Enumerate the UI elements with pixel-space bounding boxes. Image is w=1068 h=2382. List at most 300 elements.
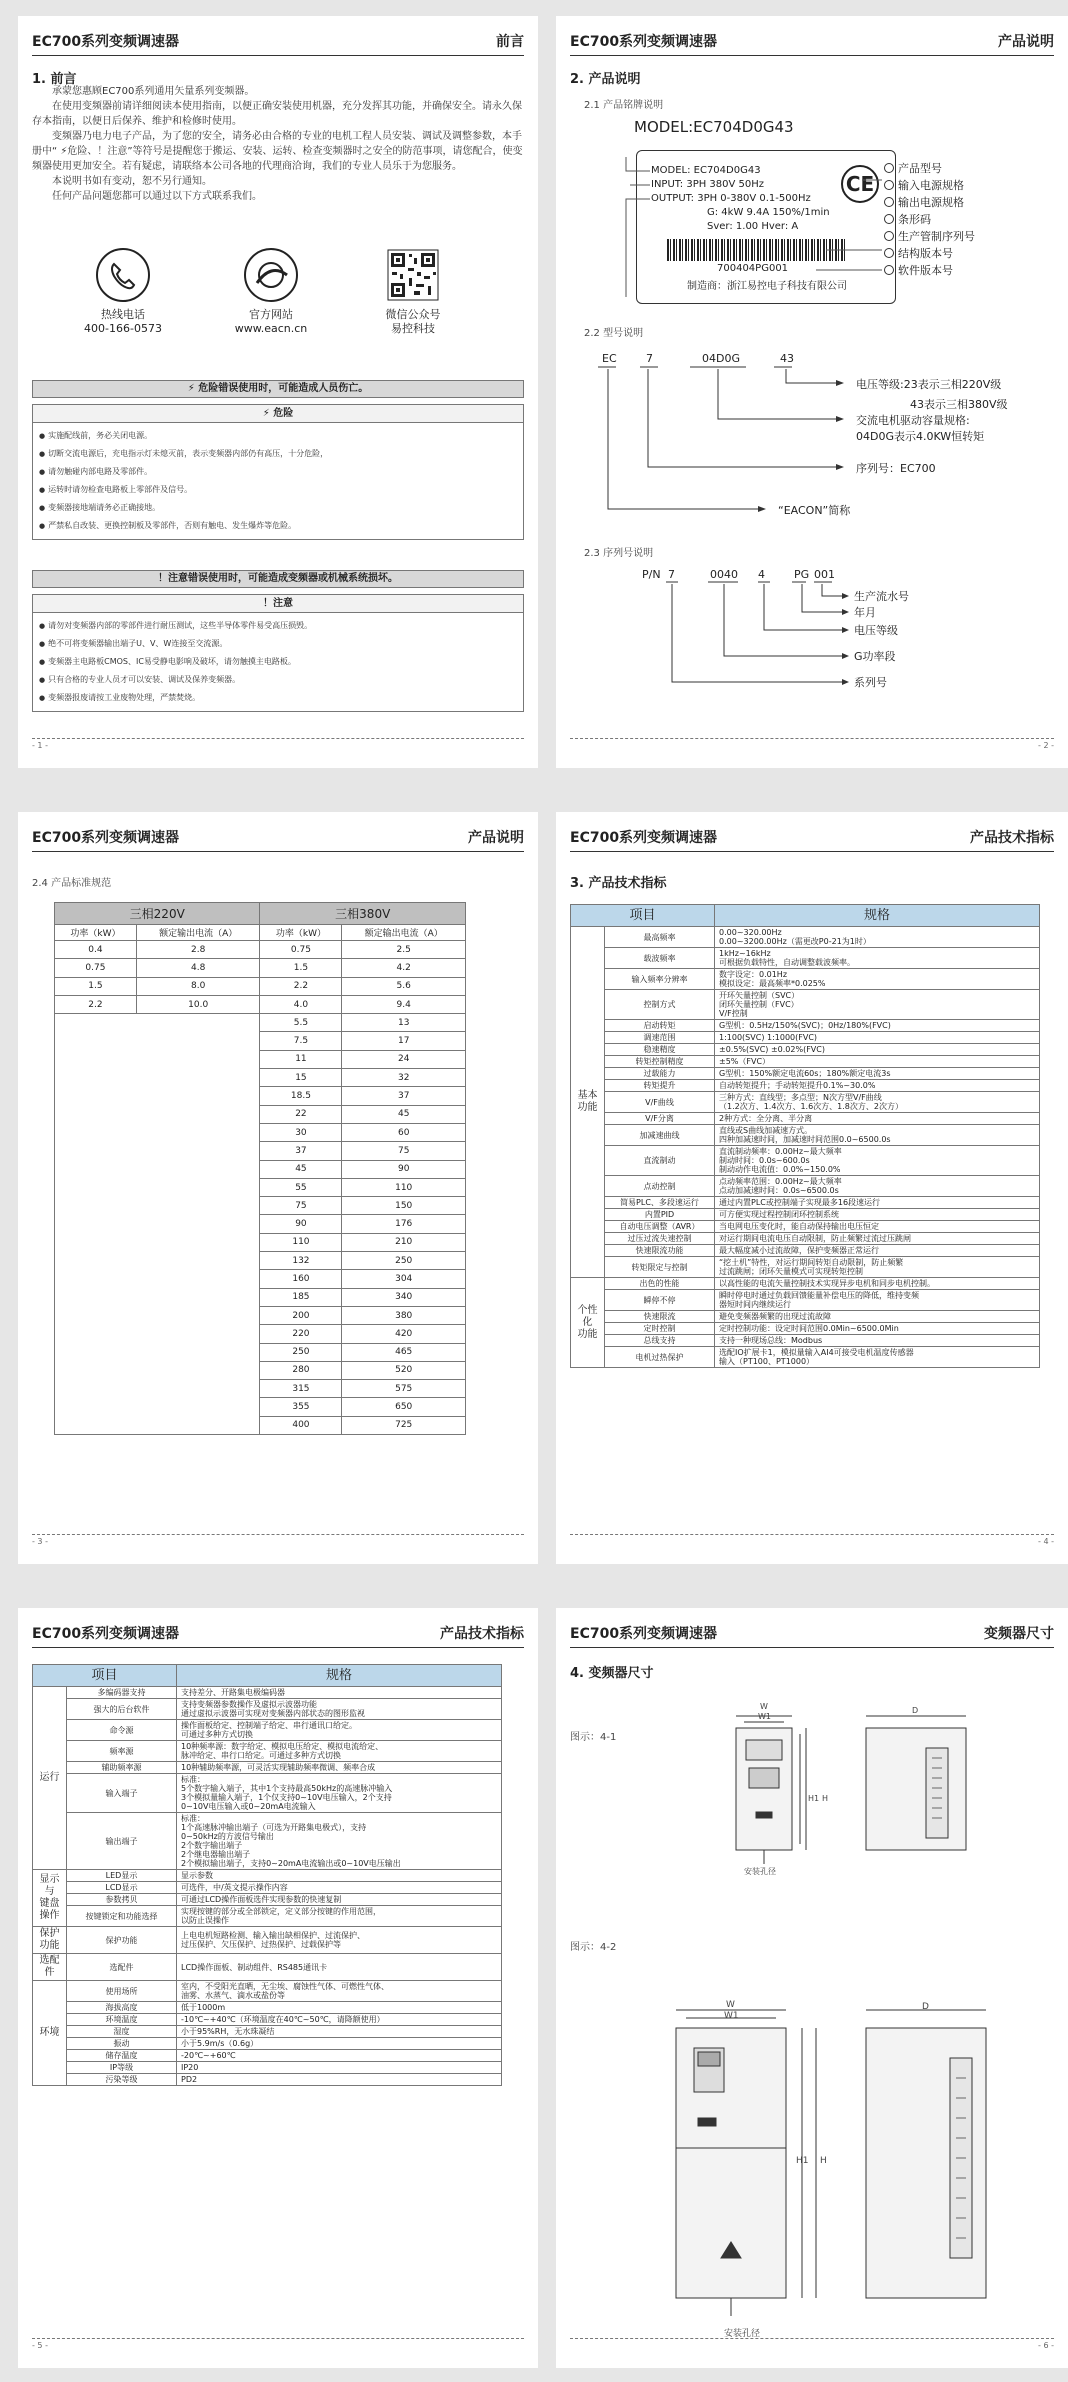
subsection-heading: 2.2 型号说明 bbox=[584, 328, 644, 339]
section-title: 产品技术指标 bbox=[970, 830, 1054, 846]
page-2 bbox=[556, 16, 1068, 768]
item-name-cell: 辅助频率源 bbox=[67, 1762, 177, 1774]
item-name-cell: 过压过流失速控制 bbox=[605, 1233, 715, 1245]
page-header bbox=[32, 32, 524, 56]
table-row bbox=[33, 1894, 502, 1906]
item-name-cell: 总线支持 bbox=[605, 1335, 715, 1347]
table-empty-cell bbox=[55, 1014, 260, 1435]
table-row bbox=[571, 1323, 1040, 1335]
item-name-cell: 污染等级 bbox=[67, 2074, 177, 2086]
contact-label: 热线电话 bbox=[101, 308, 145, 321]
nameplate-line: MODEL: EC704D0G43 bbox=[651, 165, 761, 176]
item-name-cell: 自动电压调整（AVR） bbox=[605, 1221, 715, 1233]
dim-W: W bbox=[726, 2000, 735, 2010]
phone-icon bbox=[94, 246, 152, 304]
doc-title: EC700系列变频调速器 bbox=[32, 830, 180, 846]
spec-value-cell: 当电网电压变化时，能自动保持输出电压恒定 bbox=[715, 1221, 1040, 1233]
table-row bbox=[33, 2026, 502, 2038]
table-row bbox=[571, 1113, 1040, 1125]
table-cell: 725 bbox=[342, 1416, 466, 1434]
serial-desc: 生产流水号 bbox=[854, 590, 909, 603]
spec-value-cell: 支持差分、开路集电极编码器 bbox=[177, 1687, 502, 1699]
table-cell: 45 bbox=[260, 1160, 342, 1178]
figure-caption: 图示：4-1 bbox=[570, 1732, 617, 1743]
spec-value-cell: 自动转矩提升；手动转矩提升0.1%~30.0% bbox=[715, 1080, 1040, 1092]
spec-value-cell: 10种频率源：数字给定、模拟电压给定、模拟电流给定、 脉冲给定、串行口给定。可通过多种方式切换 bbox=[177, 1741, 502, 1762]
drive-front-view-small bbox=[716, 1708, 836, 1878]
table-row bbox=[33, 1762, 502, 1774]
nameplate-line: OUTPUT: 3PH 0-380V 0.1-500Hz bbox=[651, 193, 811, 204]
table-cell: 13 bbox=[342, 1014, 466, 1032]
page-1 bbox=[18, 16, 538, 768]
table-cell: 650 bbox=[342, 1398, 466, 1416]
table-cell: 10.0 bbox=[136, 995, 260, 1013]
item-name-cell: 多编码器支持 bbox=[67, 1687, 177, 1699]
spec-value-cell: “挖土机”特性，对运行期间转矩自动限制，防止频繁 过流跳闸；闭环矢量模式可实现转矩控制 bbox=[715, 1257, 1040, 1278]
table-cell: 315 bbox=[260, 1380, 342, 1398]
table-cell: 32 bbox=[342, 1069, 466, 1087]
table-row bbox=[33, 1813, 502, 1870]
page-number: - 1 - bbox=[32, 741, 48, 750]
spec-value-cell: 小于95%RH，无水珠凝结 bbox=[177, 2026, 502, 2038]
doc-title: EC700系列变频调速器 bbox=[570, 830, 718, 846]
spec-value-cell: 三种方式：直线型；多点型；N次方型V/F曲线 （1.2次方、1.4次方、1.6次方、1.8次方、2次方） bbox=[715, 1092, 1040, 1113]
table-row bbox=[55, 1014, 466, 1032]
spec-value-cell: 小于5.9m/s（0.6g） bbox=[177, 2038, 502, 2050]
table-cell: 15 bbox=[260, 1069, 342, 1087]
item-name-cell: 输入端子 bbox=[67, 1774, 177, 1813]
page-footer bbox=[32, 2338, 524, 2352]
caution-item: ● 绝不可将变频器输出端子U、V、W连接至交流源。 bbox=[39, 635, 517, 653]
contact-wechat bbox=[358, 246, 468, 336]
page-3 bbox=[18, 812, 538, 1564]
spec-value-cell: 可通过LCD操作面板选件实现参数的快速复制 bbox=[177, 1894, 502, 1906]
spec-value-cell: 可选件，中/英文提示操作内容 bbox=[177, 1882, 502, 1894]
rating-table bbox=[54, 902, 466, 1435]
table-row bbox=[33, 1906, 502, 1927]
section-title: 变频器尺寸 bbox=[984, 1626, 1054, 1642]
table-cell: 0.75 bbox=[55, 959, 137, 977]
spec-value-cell: 可方便实现过程控制闭环控制系统 bbox=[715, 1209, 1040, 1221]
section-heading: 3. 产品技术指标 bbox=[570, 876, 667, 891]
table-row bbox=[33, 2050, 502, 2062]
dim-H: H bbox=[820, 2156, 827, 2166]
table-row bbox=[33, 1699, 502, 1720]
danger-item: ● 变频器接地端请务必正确接地。 bbox=[39, 499, 517, 517]
spec-value-cell: 上电电机短路检测、输入输出缺相保护、过流保护、 过压保护、欠压保护、过热保护、过载保护等 bbox=[177, 1927, 502, 1954]
table-row bbox=[571, 1056, 1040, 1068]
doc-title: EC700系列变频调速器 bbox=[32, 34, 180, 50]
table-row bbox=[571, 1080, 1040, 1092]
table-row bbox=[571, 1146, 1040, 1176]
caution-item: ● 变频器报废请按工业废物处理，严禁焚烧。 bbox=[39, 689, 517, 707]
spec-value-cell: 对运行期间电流电压自动限制，防止频繁过流过压跳闸 bbox=[715, 1233, 1040, 1245]
nameplate-maker: 制造商：浙江易控电子科技有限公司 bbox=[687, 281, 847, 292]
page-number: - 2 - bbox=[1038, 741, 1054, 750]
caution-item: ● 变频器主电路板CMOS、IC易受静电影响及破坏，请勿触摸主电路板。 bbox=[39, 653, 517, 671]
table-cell: 0.4 bbox=[55, 941, 137, 959]
spec-value-cell: 点动频率范围：0.00Hz~最大频率 点动加减速时间：0.0s~6500.0s bbox=[715, 1176, 1040, 1197]
type-diagram-lines bbox=[596, 364, 856, 524]
spec-value-cell: 显示参数 bbox=[177, 1870, 502, 1882]
page-number: - 6 - bbox=[1038, 2341, 1054, 2350]
serial-desc: 系列号 bbox=[854, 676, 887, 689]
table-cell: 0.75 bbox=[260, 941, 342, 959]
page-footer bbox=[570, 738, 1054, 752]
table-cell: 250 bbox=[260, 1343, 342, 1361]
spec-value-cell: 避免变频器频繁的出现过流故障 bbox=[715, 1311, 1040, 1323]
type-part: 04D0G bbox=[702, 352, 740, 365]
item-name-cell: 出色的性能 bbox=[605, 1278, 715, 1290]
page-number: - 4 - bbox=[1038, 1537, 1054, 1546]
table-cell: 2.2 bbox=[260, 977, 342, 995]
item-name-cell: 储存温度 bbox=[67, 2050, 177, 2062]
table-row bbox=[571, 1347, 1040, 1368]
figure-caption: 图示：4-2 bbox=[570, 1942, 617, 1953]
column-header: 功率（kW） bbox=[260, 925, 342, 941]
table-cell: 37 bbox=[342, 1087, 466, 1105]
item-name-cell: 快速限流功能 bbox=[605, 1245, 715, 1257]
section-title: 产品说明 bbox=[468, 830, 524, 846]
serial-desc: 电压等级 bbox=[854, 624, 898, 637]
spec-value-cell: 最大幅度减小过流故障，保护变频器正常运行 bbox=[715, 1245, 1040, 1257]
doc-title: EC700系列变频调速器 bbox=[32, 1626, 180, 1642]
spec-value-cell: 操作面板给定、控制端子给定、串行通讯口给定。 可通过多种方式切换 bbox=[177, 1720, 502, 1741]
table-cell: 160 bbox=[260, 1270, 342, 1288]
column-header: 额定输出电流（A） bbox=[342, 925, 466, 941]
spec-value-cell: 开环矢量控制（SVC） 闭环矢量控制（FVC） V/F控制 bbox=[715, 990, 1040, 1020]
serial-part: 4 bbox=[758, 568, 765, 581]
table-cell: 420 bbox=[342, 1325, 466, 1343]
table-cell: 90 bbox=[342, 1160, 466, 1178]
table-cell: 280 bbox=[260, 1361, 342, 1379]
item-name-cell: 命令源 bbox=[67, 1720, 177, 1741]
item-name-cell: 启动转矩 bbox=[605, 1020, 715, 1032]
contact-value: www.eacn.cn bbox=[234, 322, 308, 335]
type-desc: 电压等级:23表示三相220V级 bbox=[856, 378, 1002, 391]
table-cell: 1.5 bbox=[55, 977, 137, 995]
type-part: EC bbox=[602, 352, 617, 365]
category-cell: 基本 功能 bbox=[571, 927, 605, 1278]
page-footer bbox=[570, 2338, 1054, 2352]
table-row bbox=[33, 1882, 502, 1894]
preface-para: 承蒙您惠顾EC700系列通用矢量系列变频器。 bbox=[52, 86, 255, 97]
table-group-header: 三相220V bbox=[55, 903, 260, 925]
section-heading: 2. 产品说明 bbox=[570, 72, 641, 87]
table-row bbox=[571, 1032, 1040, 1044]
spec-value-cell: 通过内置PLC或控制端子实现最多16段速运行 bbox=[715, 1197, 1040, 1209]
table-row bbox=[571, 1092, 1040, 1113]
table-row bbox=[571, 1068, 1040, 1080]
nameplate-legend-item: 软件版本号 bbox=[884, 262, 953, 278]
spec-value-cell: G型机：0.5Hz/150%(SVC)；0Hz/180%(FVC) bbox=[715, 1020, 1040, 1032]
ce-mark-icon: CE bbox=[841, 165, 879, 203]
nameplate-line: INPUT: 3PH 380V 50Hz bbox=[651, 179, 765, 190]
table-row bbox=[33, 2014, 502, 2026]
table-cell: 45 bbox=[342, 1105, 466, 1123]
table-group-header: 三相380V bbox=[260, 903, 466, 925]
mounting-hole-label: 安装孔径 bbox=[724, 2329, 761, 2339]
type-desc: 43表示三相380V级 bbox=[910, 398, 1008, 411]
nameplate-serial: 700404PG001 bbox=[717, 263, 789, 274]
table-cell: 150 bbox=[342, 1197, 466, 1215]
serial-desc: 年月 bbox=[854, 606, 876, 619]
table-cell: 520 bbox=[342, 1361, 466, 1379]
spec-value-cell: 实现按键的部分或全部锁定，定义部分按键的作用范围， 以防止误操作 bbox=[177, 1906, 502, 1927]
category-cell: 环境 bbox=[33, 1981, 67, 2086]
subsection-heading: 2.3 序列号说明 bbox=[584, 548, 654, 559]
contact-value: 易控科技 bbox=[391, 322, 435, 335]
dim-D: D bbox=[912, 1706, 919, 1715]
spec-value-cell: 瞬时停电时通过负载回馈能量补偿电压的降低，维持变频 器短时间内继续运行 bbox=[715, 1290, 1040, 1311]
table-cell: 2.5 bbox=[342, 941, 466, 959]
item-name-cell: 输入频率分辨率 bbox=[605, 969, 715, 990]
table-cell: 4.8 bbox=[136, 959, 260, 977]
item-name-cell: 转矩限定与控制 bbox=[605, 1257, 715, 1278]
qr-code-icon bbox=[384, 246, 442, 304]
spec-value-cell: -20℃~+60℃ bbox=[177, 2050, 502, 2062]
type-desc: 交流电机驱动容量规格: bbox=[856, 414, 970, 427]
drive-side-view-small bbox=[856, 1708, 996, 1878]
category-cell: 运行 bbox=[33, 1687, 67, 1870]
table-row bbox=[33, 2074, 502, 2086]
table-cell: 185 bbox=[260, 1288, 342, 1306]
table-cell: 355 bbox=[260, 1398, 342, 1416]
page-number: - 5 - bbox=[32, 2341, 48, 2350]
item-name-cell: 参数拷贝 bbox=[67, 1894, 177, 1906]
table-row bbox=[571, 1335, 1040, 1347]
item-name-cell: 加减速曲线 bbox=[605, 1125, 715, 1146]
table-row bbox=[571, 1278, 1040, 1290]
table-cell: 132 bbox=[260, 1252, 342, 1270]
item-name-cell: LED显示 bbox=[67, 1870, 177, 1882]
category-cell: 个性化 功能 bbox=[571, 1278, 605, 1368]
table-cell: 400 bbox=[260, 1416, 342, 1434]
table-cell: 210 bbox=[342, 1233, 466, 1251]
contact-label: 微信公众号 bbox=[385, 308, 441, 321]
table-row bbox=[571, 1044, 1040, 1056]
table-row bbox=[33, 2038, 502, 2050]
table-row bbox=[33, 1687, 502, 1699]
item-name-cell: 选配件 bbox=[67, 1954, 177, 1981]
nameplate-legend-item: 产品型号 bbox=[884, 160, 942, 176]
table-cell: 465 bbox=[342, 1343, 466, 1361]
page-header bbox=[570, 1624, 1054, 1648]
nameplate-legend-item: 输入电源规格 bbox=[884, 177, 964, 193]
category-cell: 显示与 键盘 操作 bbox=[33, 1870, 67, 1927]
column-header: 项目 bbox=[571, 905, 715, 927]
type-desc: 序列号：EC700 bbox=[856, 462, 936, 475]
spec-value-cell: 直线或S曲线加减速方式。 四种加减速时间，加减速时间范围0.0~6500.0s bbox=[715, 1125, 1040, 1146]
serial-desc: G功率段 bbox=[854, 650, 896, 663]
item-name-cell: 定时控制 bbox=[605, 1323, 715, 1335]
category-cell: 选配件 bbox=[33, 1954, 67, 1981]
serial-part: 0040 bbox=[710, 568, 738, 581]
table-row bbox=[571, 1311, 1040, 1323]
globe-icon bbox=[242, 246, 300, 304]
table-row bbox=[571, 1245, 1040, 1257]
spec-value-cell: 低于1000m bbox=[177, 2002, 502, 2014]
table-row bbox=[571, 1257, 1040, 1278]
spec-value-cell: 2种方式：全分离、半分离 bbox=[715, 1113, 1040, 1125]
page-6 bbox=[556, 1608, 1068, 2368]
type-desc: 04D0G表示4.0KW恒转矩 bbox=[856, 430, 985, 443]
category-cell: 保护 功能 bbox=[33, 1927, 67, 1954]
page-footer bbox=[570, 1534, 1054, 1548]
table-cell: 176 bbox=[342, 1215, 466, 1233]
dim-H1: H1 bbox=[808, 1794, 820, 1803]
danger-box bbox=[32, 404, 524, 540]
preface-para: 变频器乃电力电子产品，为了您的安全，请务必由合格的专业的电机工程人员安装、调试及调整参数，本手册中“ ⚡危险、！注意”等符号是提醒您于搬运、安装、运转、检查变频器时之安全的防范事项，请您配合，使变频器使用更加安全。若有疑虑，请联络本公司各地的代理商洽询，我们的专业人员乐于为您服务。 bbox=[32, 131, 523, 172]
table-cell: 110 bbox=[342, 1178, 466, 1196]
item-name-cell: 保护功能 bbox=[67, 1927, 177, 1954]
page-footer bbox=[32, 1534, 524, 1548]
danger-item: ● 运转时请勿检查电路板上零部件及信号。 bbox=[39, 481, 517, 499]
danger-item: ● 请勿触碰内部电路及零部件。 bbox=[39, 463, 517, 481]
table-row bbox=[571, 927, 1040, 948]
spec-table-2 bbox=[32, 1664, 502, 2086]
table-cell: 200 bbox=[260, 1306, 342, 1324]
table-row bbox=[33, 1720, 502, 1741]
serial-part: 001 bbox=[814, 568, 835, 581]
table-cell: 17 bbox=[342, 1032, 466, 1050]
table-cell: 90 bbox=[260, 1215, 342, 1233]
item-name-cell: 过载能力 bbox=[605, 1068, 715, 1080]
contact-website bbox=[216, 246, 326, 336]
table-row bbox=[33, 1741, 502, 1762]
spec-value-cell: 1kHz~16kHz 可根据负载特性，自动调整载波频率。 bbox=[715, 948, 1040, 969]
section-title: 产品说明 bbox=[998, 34, 1054, 50]
danger-item: ● 严禁私自改装、更换控制板及零部件，否则有触电、发生爆炸等危险。 bbox=[39, 517, 517, 535]
column-header: 规格 bbox=[177, 1665, 502, 1687]
dim-W1: W1 bbox=[724, 2011, 739, 2021]
page-header bbox=[32, 1624, 524, 1648]
nameplate-legend-item: 输出电源规格 bbox=[884, 194, 964, 210]
caution-item: ● 请勿对变频器内部的零部件进行耐压测试，这些半导体零件易受高压损毁。 bbox=[39, 617, 517, 635]
caution-item: ● 只有合格的专业人员才可以安装、调试及保养变频器。 bbox=[39, 671, 517, 689]
item-name-cell: 使用场所 bbox=[67, 1981, 177, 2002]
item-name-cell: 简易PLC、多段速运行 bbox=[605, 1197, 715, 1209]
section-title: 前言 bbox=[496, 34, 524, 50]
item-name-cell: 内置PID bbox=[605, 1209, 715, 1221]
item-name-cell: 转矩提升 bbox=[605, 1080, 715, 1092]
serial-part: 7 bbox=[668, 568, 675, 581]
column-header: 功率（kW） bbox=[55, 925, 137, 941]
spec-value-cell: 0.00~320.00Hz 0.00~3200.00Hz（需更改P0-21为1时） bbox=[715, 927, 1040, 948]
table-row bbox=[33, 2002, 502, 2014]
spec-value-cell: 10种辅助频率源，可灵活实现辅助频率微调、频率合成 bbox=[177, 1762, 502, 1774]
table-row bbox=[55, 977, 466, 995]
caution-summary-bar: ！注意错误使用时，可能造成变频器或机械系统损坏。 bbox=[32, 570, 524, 588]
item-name-cell: 强大的后台软件 bbox=[67, 1699, 177, 1720]
item-name-cell: 电机过热保护 bbox=[605, 1347, 715, 1368]
item-name-cell: 频率源 bbox=[67, 1741, 177, 1762]
table-cell: 5.6 bbox=[342, 977, 466, 995]
table-cell: 37 bbox=[260, 1142, 342, 1160]
item-name-cell: 快速限流 bbox=[605, 1311, 715, 1323]
spec-table-1 bbox=[570, 904, 1040, 1368]
mounting-hole-label: 安装孔径 bbox=[744, 1867, 776, 1876]
nameplate-model-title: MODEL:EC704D0G43 bbox=[634, 118, 794, 136]
page-header bbox=[570, 828, 1054, 852]
table-cell: 22 bbox=[260, 1105, 342, 1123]
table-row bbox=[55, 941, 466, 959]
nameplate-line: Sver: 1.00 Hver: A bbox=[707, 221, 799, 232]
table-row bbox=[571, 1233, 1040, 1245]
preface-para: 任何产品问题您都可以通过以下方式联系我们。 bbox=[52, 191, 262, 202]
danger-summary-bar: ⚡ 危险错误使用时，可能造成人员伤亡。 bbox=[32, 380, 524, 398]
table-row bbox=[33, 1954, 502, 1981]
item-name-cell: IP等级 bbox=[67, 2062, 177, 2074]
spec-value-cell: IP20 bbox=[177, 2062, 502, 2074]
table-cell: 75 bbox=[342, 1142, 466, 1160]
caution-title: ！注意 bbox=[33, 595, 523, 613]
serial-part: P/N bbox=[642, 568, 661, 581]
nameplate-legend-item: 结构版本号 bbox=[884, 245, 953, 261]
spec-value-cell: ±5%（FVC） bbox=[715, 1056, 1040, 1068]
table-cell: 8.0 bbox=[136, 977, 260, 995]
nameplate-legend-item: 生产管制序列号 bbox=[884, 228, 975, 244]
contact-hotline bbox=[68, 246, 178, 336]
table-cell: 304 bbox=[342, 1270, 466, 1288]
table-row bbox=[571, 1290, 1040, 1311]
table-row bbox=[33, 1927, 502, 1954]
preface-para: 本说明书如有变动，恕不另行通知。 bbox=[52, 176, 212, 187]
spec-value-cell: 1:100(SVC) 1:1000(FVC) bbox=[715, 1032, 1040, 1044]
table-cell: 250 bbox=[342, 1252, 466, 1270]
table-row bbox=[571, 1197, 1040, 1209]
contact-value: 400-166-0573 bbox=[84, 322, 162, 335]
dim-D: D bbox=[922, 2002, 929, 2012]
page-header bbox=[570, 32, 1054, 56]
serial-part: PG bbox=[794, 568, 810, 581]
item-name-cell: 湿度 bbox=[67, 2026, 177, 2038]
table-row bbox=[571, 1125, 1040, 1146]
spec-value-cell: -10℃~+40℃（环境温度在40℃~50℃，请降额使用） bbox=[177, 2014, 502, 2026]
table-cell: 2.8 bbox=[136, 941, 260, 959]
contact-label: 官方网站 bbox=[249, 308, 293, 321]
page-header bbox=[32, 828, 524, 852]
item-name-cell: 瞬停不停 bbox=[605, 1290, 715, 1311]
item-name-cell: 振动 bbox=[67, 2038, 177, 2050]
item-name-cell: 输出端子 bbox=[67, 1813, 177, 1870]
preface-heading: 1. 前言 bbox=[32, 72, 77, 87]
dim-W1: W1 bbox=[758, 1712, 771, 1721]
table-cell: 75 bbox=[260, 1197, 342, 1215]
table-cell: 1.5 bbox=[260, 959, 342, 977]
table-row bbox=[33, 1870, 502, 1882]
table-cell: 4.2 bbox=[342, 959, 466, 977]
table-cell: 220 bbox=[260, 1325, 342, 1343]
table-row bbox=[33, 1981, 502, 2002]
table-row bbox=[571, 990, 1040, 1020]
section-heading: 4. 变频器尺寸 bbox=[570, 1666, 654, 1681]
spec-value-cell: 支持变频器参数操作及虚拟示波器功能 通过虚拟示波器可实现对变频器内部状态的图形监视 bbox=[177, 1699, 502, 1720]
table-row bbox=[571, 1176, 1040, 1197]
table-cell: 4.0 bbox=[260, 995, 342, 1013]
type-part: 7 bbox=[646, 352, 653, 365]
dim-H1: H1 bbox=[796, 2156, 809, 2166]
nameplate-leader-lines bbox=[616, 150, 886, 310]
spec-value-cell: 标准： 1个高速脉冲输出端子（可选为开路集电极式），支持 0~50kHz的方波信号输出 2个数字输出端子 2个继电器输出端子 2个模拟输出端子，支持0~20mA电流输出或0~10V电压输出 bbox=[177, 1813, 502, 1870]
spec-value-cell: 定时控制功能：设定时间范围0.0Min~6500.0Min bbox=[715, 1323, 1040, 1335]
danger-title: ⚡ 危险 bbox=[33, 405, 523, 423]
table-row bbox=[55, 995, 466, 1013]
item-name-cell: 点动控制 bbox=[605, 1176, 715, 1197]
table-row bbox=[571, 1209, 1040, 1221]
table-row bbox=[55, 959, 466, 977]
spec-value-cell: 支持一种现场总线：Modbus bbox=[715, 1335, 1040, 1347]
